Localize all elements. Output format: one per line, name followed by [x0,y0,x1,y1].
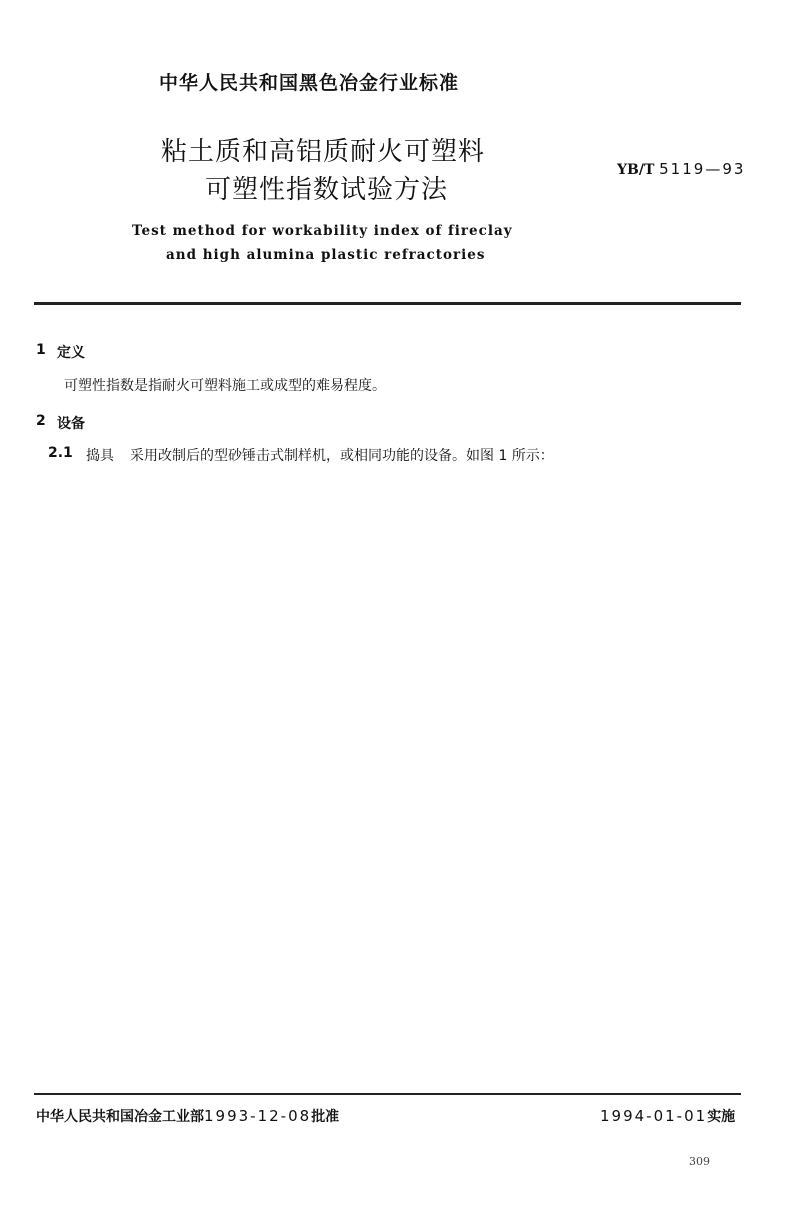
english-title-line-1: Test method for workability index of fireclay [132,223,513,239]
effective-date: 1994-01-01 [600,1107,708,1125]
standard-code: YB/T [617,162,655,178]
standard-number [617,160,745,178]
issuing-body-heading: 中华人民共和国黑色冶金行业标准 [159,72,460,94]
section-1-heading: 定义 [57,345,85,361]
approving-authority: 中华人民共和国冶金工业部 [36,1109,204,1125]
subsection-2-1-label: 捣具 [86,448,114,464]
effective-line [600,1106,735,1126]
approval-date: 1993-12-08 [204,1107,312,1125]
subsection-2-1-number: 2.1 [48,445,73,461]
english-title-line-2: and high alumina plastic refractories [166,247,486,263]
approval-suffix: 批准 [311,1109,340,1125]
section-1-number: 1 [36,342,46,358]
document-title-line-2: 可塑性指数试验方法 [205,175,449,205]
effective-suffix: 实施 [707,1109,736,1125]
document-title-line-1: 粘土质和高铝质耐火可塑料 [161,137,486,167]
section-1-body: 可塑性指数是指耐火可塑料施工或成型的难易程度。 [64,378,386,394]
footer-divider [34,1093,741,1095]
section-2-heading: 设备 [57,416,85,432]
standard-number-value: 5119—93 [659,160,746,178]
subsection-2-1-body: 采用改制后的型砂锤击式制样机，或相同功能的设备。如图 1 所示： [130,448,554,464]
header-divider [34,302,741,305]
section-2-number: 2 [36,413,46,429]
page-number: 309 [689,1155,710,1168]
approval-line [36,1106,339,1126]
